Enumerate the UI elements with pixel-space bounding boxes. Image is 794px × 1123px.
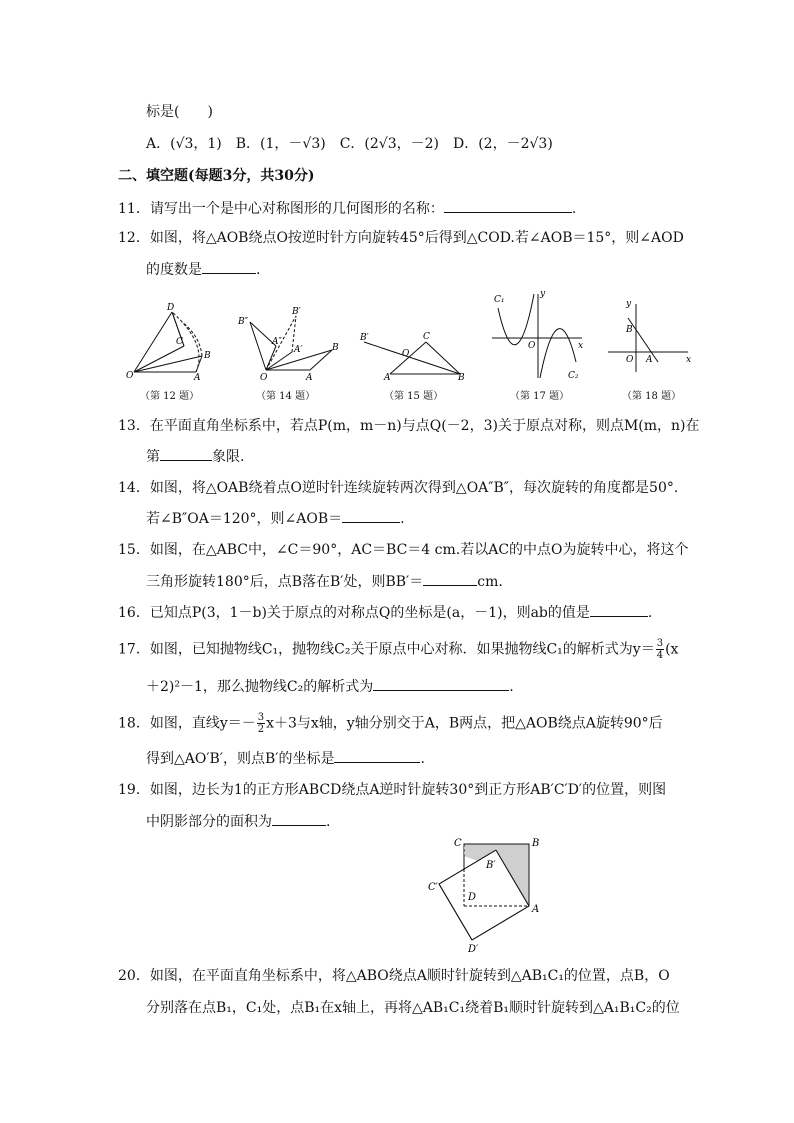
- question-12-line2: [146, 259, 260, 280]
- f14-label-b: B: [332, 343, 339, 353]
- question-19-line2: [146, 811, 330, 832]
- f17-label-x: x: [578, 341, 584, 351]
- f14-label-a1: A′: [294, 345, 303, 355]
- q18-frac-den: 2: [257, 724, 265, 735]
- f19-label-d: D: [468, 892, 477, 903]
- question-14-line2: [146, 508, 405, 529]
- figure-12: [124, 300, 224, 382]
- question-20-line2: 分别落在点B₁，C₁处，点B₁在x轴上，再将△AB₁C₁绕着B₁顺时针旋转到△A₁B₁C₂的位: [146, 1000, 680, 1016]
- q17-frac-num: 3: [656, 638, 664, 649]
- q17-text-end: (x: [665, 641, 679, 658]
- q19-text: 中阴影部分的面积为: [146, 814, 272, 830]
- q15-end: cm.: [477, 574, 503, 590]
- caption-17: （第 17 题）: [510, 391, 570, 402]
- q11-blank: [444, 198, 572, 213]
- q15-text: 三角形旋转180°后，点B落在B′处，则BB′＝: [146, 574, 424, 590]
- q17-fraction: [656, 638, 664, 661]
- q14-text: 若∠B″OA＝120°，则∠AOB＝: [146, 511, 343, 527]
- question-18-line1: [118, 712, 663, 735]
- f19-label-c: C: [454, 838, 462, 849]
- q17-end: .: [509, 679, 514, 695]
- q13-post: 象限.: [212, 449, 245, 465]
- question-14-line1: 14．如图，将△OAB绕着点O逆时针连续旋转两次得到△OA″B″，每次旋转的角度都是50°.: [118, 480, 679, 496]
- q14-blank: [342, 508, 400, 523]
- f18-label-x: x: [686, 355, 692, 365]
- f14-label-a: A: [306, 373, 313, 382]
- q13-blank: [160, 446, 212, 461]
- f14-label-a2: A″: [272, 337, 282, 347]
- figure-14: [236, 300, 340, 382]
- caption-15: （第 15 题）: [384, 391, 444, 402]
- q11-end: .: [571, 201, 577, 217]
- f15-label-b1: B′: [360, 333, 369, 343]
- q19-blank: [272, 811, 326, 826]
- q18-pre: 18．如图，直线y＝－: [118, 715, 256, 732]
- caption-12: （第 12 题）: [140, 391, 200, 402]
- q15-blank: [423, 571, 477, 586]
- figure-17: [488, 288, 588, 382]
- question-15-line2: [146, 571, 503, 592]
- q19-end: .: [326, 814, 331, 830]
- caption-14: （第 14 题）: [256, 391, 316, 402]
- caption-18: （第 18 题）: [622, 391, 682, 402]
- figure-15: [356, 326, 470, 382]
- q18-frac-num: 3: [257, 712, 265, 723]
- f18-label-y: y: [626, 299, 632, 309]
- q12-end: .: [256, 262, 261, 278]
- question-19-line1: 19．如图，边长为1的正方形ABCD绕点A逆时针旋转30°到正方形AB′C′D′的位置，则图: [118, 782, 667, 798]
- q10-options: A．(√3，1) B．(1，－√3) C．(2√3，－2) D．(2，－2√3): [146, 136, 553, 152]
- f19-label-d1: D′: [468, 944, 479, 955]
- q18-end: .: [420, 751, 425, 767]
- q18-fraction: [257, 712, 265, 735]
- f14-label-o: O: [260, 373, 268, 382]
- q17-text: 17．如图，已知抛物线C₁，抛物线C₂关于原点中心对称．如果抛物线C₁的解析式为y＝: [118, 641, 655, 658]
- f18-label-b: B: [626, 325, 633, 335]
- q10-tail: 标是( ): [146, 104, 213, 120]
- q17-blank: [373, 676, 509, 691]
- q13-pre: 第: [146, 449, 160, 465]
- question-11: [118, 198, 576, 219]
- section-title: 二、填空题(每题3分，共30分): [118, 168, 315, 184]
- question-13-line2: [146, 446, 244, 467]
- q12-blank: [202, 259, 256, 274]
- f19-label-a: A: [532, 904, 540, 915]
- f19-label-b1: B′: [486, 860, 496, 871]
- q16-end: .: [647, 605, 653, 621]
- q12-text: 的度数是: [146, 262, 202, 278]
- q18-blank: [334, 748, 420, 763]
- f17-label-o: O: [528, 341, 536, 351]
- f19-label-b: B: [532, 838, 540, 849]
- f17-label-c2: C₂: [568, 371, 579, 381]
- question-20-line1: 20．如图，在平面直角坐标系中，将△ABO绕点A顺时针旋转到△AB₁C₁的位置，点B，O: [118, 968, 670, 984]
- f18-label-o: O: [626, 355, 634, 365]
- q14-end: .: [400, 511, 405, 527]
- question-16: [118, 602, 652, 623]
- f15-label-b: B: [458, 373, 465, 382]
- question-12-line1: 12．如图，将△AOB绕点O按逆时针方向旋转45°后得到△COD.若∠AOB＝15°，则∠AOD: [118, 230, 684, 246]
- f12-label-o: O: [126, 371, 134, 381]
- q11-text: 11．请写出一个是中心对称图形的几何图形的名称：: [118, 201, 444, 217]
- figure-19: [424, 834, 550, 956]
- q18-post: x＋3与x轴，y轴分别交于A，B两点，把△AOB绕点A旋转90°后: [266, 715, 663, 732]
- f15-label-o: O: [402, 349, 410, 359]
- question-13-line1: 13．在平面直角坐标系中，若点P(m，m－n)与点Q(－2，3)关于原点对称，则点M(m，n)在: [118, 418, 700, 434]
- f17-label-y: y: [540, 289, 546, 299]
- f12-label-b: B: [204, 351, 211, 361]
- f12-label-c: C: [176, 337, 183, 347]
- q16-text: 16．已知点P(3，1－b)关于原点的对称点Q的坐标是(a，－1)，则ab的值是: [118, 605, 590, 621]
- q17-frac-den: 4: [656, 650, 664, 661]
- question-15-line1: 15．如图，在△ABC中，∠C＝90°，AC＝BC＝4 cm.若以AC的中点O为旋转中心，将这个: [118, 542, 689, 558]
- f12-label-a: A: [194, 373, 201, 382]
- q17-text-2: ＋2)²－1，那么抛物线C₂的解析式为: [146, 679, 374, 695]
- f15-label-c: C: [423, 332, 430, 342]
- f18-label-a: A: [646, 355, 653, 365]
- figure-18: [606, 296, 696, 382]
- f14-label-b2: B″: [238, 317, 248, 327]
- q16-blank: [590, 602, 648, 617]
- question-17-line1: [118, 638, 678, 661]
- question-17-line2: [146, 676, 514, 697]
- question-18-line2: [146, 748, 425, 769]
- f12-label-d: D: [167, 303, 175, 313]
- f17-label-c1: C₁: [494, 295, 505, 305]
- f19-label-c1: C′: [428, 882, 438, 893]
- q18-text-2: 得到△AO′B′，则点B′的坐标是: [146, 751, 335, 767]
- f15-label-a: A: [384, 373, 391, 382]
- f14-label-b1: B′: [292, 307, 301, 317]
